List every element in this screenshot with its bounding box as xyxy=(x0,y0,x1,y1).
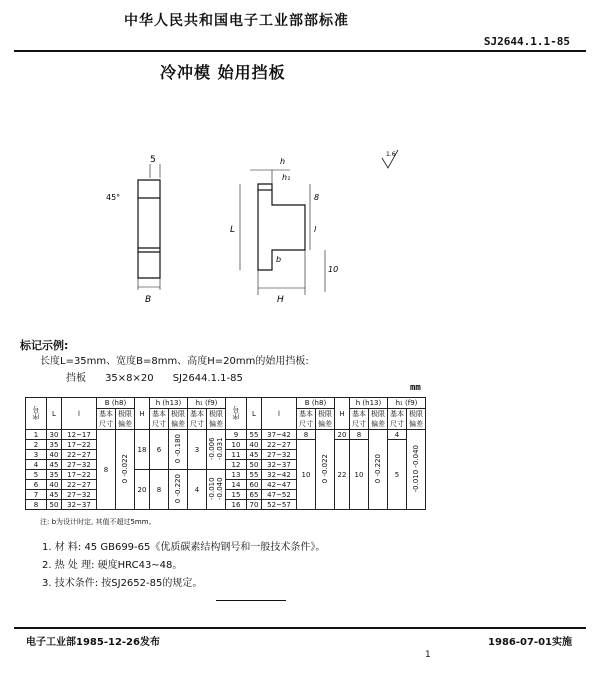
dim-L: L xyxy=(230,225,236,235)
th-dev: 极限偏差 xyxy=(207,409,226,430)
standard-org-title: 中华人民共和国电子工业部部标准 xyxy=(124,13,349,29)
table-row: 7 45 27~32 15 65 47~52 xyxy=(26,490,426,500)
requirement-3: 3. 技术条件: 按SJ2652-85的规定。 xyxy=(42,578,203,589)
spec-table xyxy=(25,397,426,510)
th-basic: 基本尺寸 xyxy=(297,409,316,430)
page-number: 1 xyxy=(425,650,431,660)
effective-date: 1986-07-01实施 xyxy=(488,637,572,648)
left-view-outline xyxy=(138,180,160,278)
end-rule xyxy=(216,600,286,601)
table-row: 6 40 22~27 14 60 42~47 xyxy=(26,480,426,490)
th-B-r: B (h8) xyxy=(297,398,335,409)
dim-10: 10 xyxy=(328,265,339,274)
dim-l: l xyxy=(314,225,317,234)
table-row: 4 45 27~32 12 50 32~37 xyxy=(26,460,426,470)
dim-8: 8 xyxy=(314,193,320,202)
right-view-outline xyxy=(258,184,305,270)
th-seq: 序号 xyxy=(26,398,47,430)
th-h: h (h13) xyxy=(150,398,188,409)
table-row: 8 50 32~37 16 70 52~57 xyxy=(26,500,426,510)
th-H: H xyxy=(135,398,150,430)
dim-b-small: b xyxy=(276,255,282,264)
requirement-2: 2. 热 处 理: 硬度HRC43~48。 xyxy=(42,560,183,571)
dim-H: H xyxy=(277,295,284,305)
dim-h: h xyxy=(280,157,286,166)
example-heading: 标记示例: xyxy=(20,339,69,352)
table-row: 5 35 17~22 20 8 0 -0.220 4 -0.010 -0.040 13 55 32~42 xyxy=(26,470,426,480)
th-dev: 极限偏差 xyxy=(316,409,335,430)
requirement-1: 1. 材 料: 45 GB699-65《优质碳素结构钢号和一般技术条件》。 xyxy=(42,542,326,553)
th-basic: 基本尺寸 xyxy=(150,409,169,430)
table-note: 注: b为设计时定, 其值不超过5mm。 xyxy=(40,518,156,526)
th-basic: 基本尺寸 xyxy=(188,409,207,430)
th-h1-r: h₁ (f9) xyxy=(388,398,426,409)
th-basic: 基本尺寸 xyxy=(97,409,116,430)
th-l-r: l xyxy=(262,398,297,430)
th-dev: 极限偏差 xyxy=(169,409,188,430)
th-basic: 基本尺寸 xyxy=(388,409,407,430)
th-basic: 基本尺寸 xyxy=(350,409,369,430)
example-line-2: 挡板 35×8×20 SJ2644.1.1-85 xyxy=(66,373,243,384)
table-row: 3 40 22~27 11 45 27~32 xyxy=(26,450,426,460)
th-dev: 极限偏差 xyxy=(369,409,388,430)
header-rule xyxy=(14,50,586,52)
table-row: 1 30 12~17 8 0 -0.022 18 6 0 -0.180 3 -0.006 -0.031 9 55 37~42 8 0 -0.022 20 8 0 -0.220 4 -0.010 -0.040 xyxy=(26,430,426,440)
unit-label: mm xyxy=(410,383,421,393)
standard-code: SJ2644.1.1-85 xyxy=(483,35,570,48)
technical-drawing xyxy=(100,150,420,310)
th-h1: h₁ (f9) xyxy=(188,398,226,409)
th-dev: 极限偏差 xyxy=(407,409,426,430)
example-line-1: 长度L=35mm、宽度B=8mm、高度H=20mm的始用挡板: xyxy=(40,356,309,367)
table-row: 2 35 17~22 10 40 22~27 10 22 10 5 xyxy=(26,440,426,450)
dim-5: 5 xyxy=(150,155,156,165)
document-title: 冷冲模 始用挡板 xyxy=(160,63,286,82)
th-l: l xyxy=(62,398,97,430)
th-H-r: H xyxy=(335,398,350,430)
dim-b: B xyxy=(145,295,152,305)
dim-angle: 45° xyxy=(106,193,121,202)
th-dev: 极限偏差 xyxy=(116,409,135,430)
issue-date: 电子工业部1985-12-26发布 xyxy=(26,637,160,648)
th-seq-r: 序号 xyxy=(226,398,247,430)
dim-h1: h₁ xyxy=(282,173,291,182)
th-L: L xyxy=(47,398,62,430)
footer-rule xyxy=(14,627,586,629)
roughness-value: 1.6 xyxy=(386,151,396,158)
th-h-r: h (h13) xyxy=(350,398,388,409)
th-L-r: L xyxy=(247,398,262,430)
th-B: B (h8) xyxy=(97,398,135,409)
